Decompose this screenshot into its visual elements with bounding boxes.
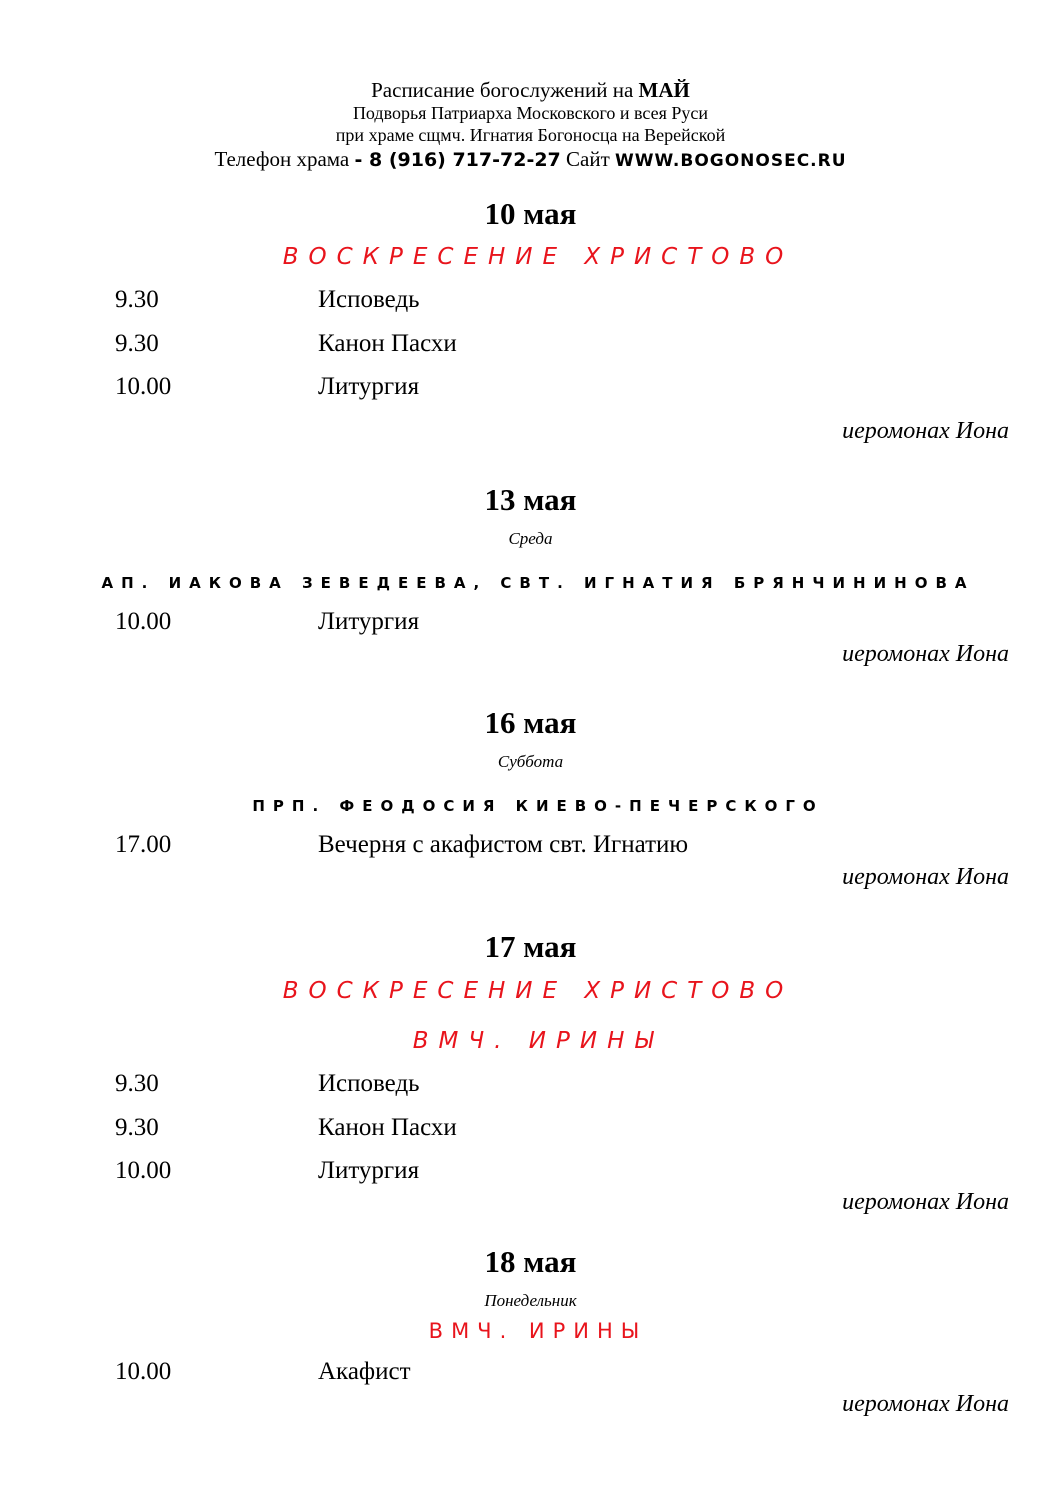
feast-title: ВОСКРЕСЕНИЕ ХРИСТОВО — [282, 978, 794, 1004]
service-name: Литургия — [318, 373, 420, 400]
feast-title: ПРП. ФЕОДОСИЯ КИЕВО-ПЕЧЕРСКОГО — [252, 797, 824, 815]
service-name: Канон Пасхи — [318, 1114, 457, 1141]
priest-name: иеромонах Иона — [842, 1189, 1009, 1215]
header-subtitle: Подворья Патриарха Московского и всея Руси — [352, 103, 709, 123]
phone-label: Телефон храма — [214, 147, 355, 171]
day-date: 18 мая — [484, 1244, 577, 1279]
service-time: 10.00 — [115, 1157, 172, 1184]
header-church: при храме сщмч. Игнатия Богоносца на Верейской — [335, 125, 726, 145]
site-url[interactable]: WWW.BOGONOSEC.RU — [615, 151, 847, 171]
service-time: 10.00 — [115, 608, 172, 635]
header-month: МАЙ — [638, 78, 690, 102]
page-header — [0, 78, 1061, 174]
phone-number: - 8 (916) 717-72-27 — [354, 149, 561, 171]
service-name: Исповедь — [318, 1070, 420, 1097]
day-weekday: Суббота — [497, 752, 564, 771]
day-date: 13 мая — [484, 482, 577, 517]
day-date: 16 мая — [484, 705, 577, 740]
priest-name: иеромонах Иона — [842, 1391, 1009, 1417]
service-name: Литургия — [318, 608, 420, 635]
service-name: Вечерня с акафистом свт. Игнатию — [318, 831, 689, 858]
service-time: 17.00 — [115, 831, 172, 858]
service-name: Канон Пасхи — [318, 330, 457, 357]
service-time: 9.30 — [115, 286, 159, 313]
feast-title: ВОСКРЕСЕНИЕ ХРИСТОВО — [282, 244, 794, 270]
day-weekday: Среда — [508, 529, 553, 548]
header-title — [0, 78, 1061, 102]
priest-name: иеромонах Иона — [842, 418, 1009, 444]
service-time: 9.30 — [115, 1114, 159, 1141]
priest-name: иеромонах Иона — [842, 864, 1009, 890]
service-time: 9.30 — [115, 330, 159, 357]
priest-name: иеромонах Иона — [842, 641, 1009, 667]
feast-title: АП. ИАКОВА ЗЕВЕДЕЕВА, СВТ. ИГНАТИЯ БРЯНЧИНИНОВА — [101, 574, 975, 592]
feast-title: ВМЧ. ИРИНЫ — [428, 1319, 648, 1343]
service-name: Литургия — [318, 1157, 420, 1184]
site-label: Сайт — [560, 147, 616, 171]
day-date: 10 мая — [484, 196, 577, 231]
header-contacts — [0, 146, 1061, 174]
service-time: 9.30 — [115, 1070, 159, 1097]
service-name: Исповедь — [318, 286, 420, 313]
service-time: 10.00 — [115, 1358, 172, 1385]
day-date: 17 мая — [484, 929, 577, 964]
service-name: Акафист — [318, 1358, 411, 1385]
service-time: 10.00 — [115, 373, 172, 400]
header-title-prefix: Расписание богослужений на — [371, 78, 639, 102]
day-weekday: Понедельник — [484, 1291, 577, 1310]
feast-title: ВМЧ. ИРИНЫ — [412, 1028, 664, 1054]
